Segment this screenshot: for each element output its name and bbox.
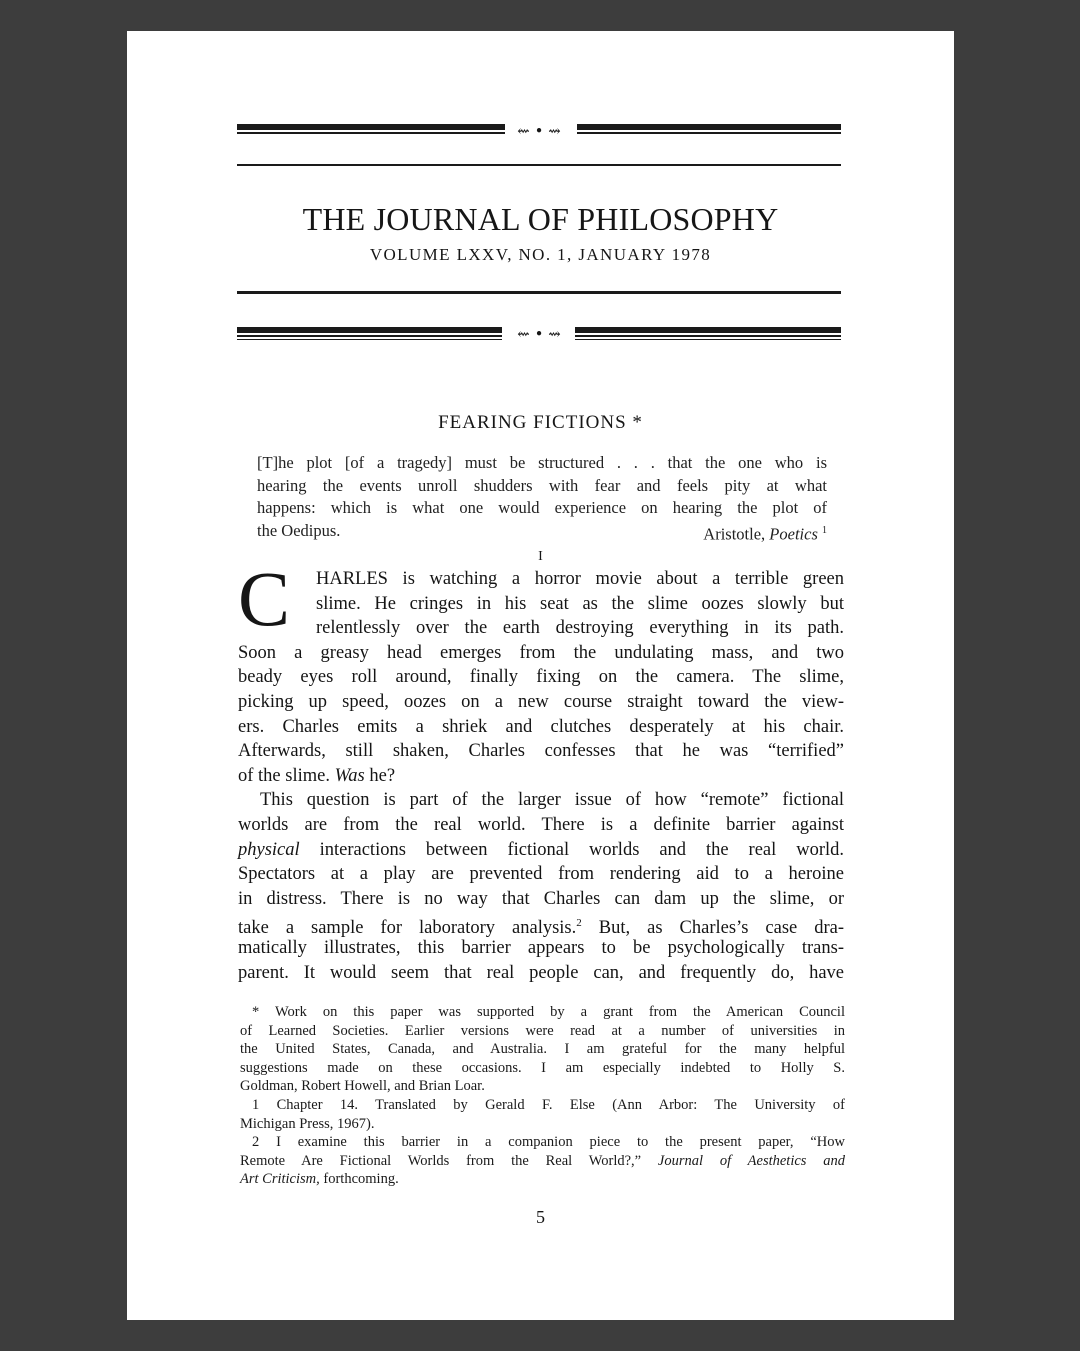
body-line: Soon a greasy head emerges from the undulating mass, and two [238,642,844,663]
body-line: relentlessly over the earth destroying everything in its path. [316,618,844,639]
body-line: Afterwards, still shaken, Charles confesses that he was “terrified” [238,741,844,762]
footnote-line [240,1152,845,1171]
epigraph-line: the Oedipus. [257,520,341,540]
body-text: of the slime. [238,765,330,786]
attribution-author: Aristotle, [703,524,766,543]
body-text: he? [369,765,396,786]
footnotes [240,1003,845,1189]
body-text: But, as Charles’s case dra- [598,918,845,939]
bottom-ornament-band [237,325,841,343]
footnote-line: suggestions made on these occasions. I am especially indebted to Holly S. [240,1059,845,1076]
body-line: in distress. There is no way that Charles can dam up the slime, or [238,888,844,909]
footnote-text: Remote Are Fictional Worlds from the Real World?,” [240,1152,642,1169]
body-italic: physical [238,839,300,860]
article-body [238,567,844,985]
body-line: matically illustrates, this barrier appears to be psychologically trans- [238,937,844,958]
body-text: take a sample for laboratory analysis. [238,918,577,939]
document-page [127,31,954,1320]
footnote-line: of Learned Societies. Earlier versions were read at a number of universities in [240,1022,845,1039]
footnote-line: 2 I examine this barrier in a companion piece to the present paper, “How [252,1134,845,1151]
arrow-ornament-icon: ⇜ • ⇝ [517,122,561,140]
epigraph-attribution [703,520,827,546]
body-line: slime. He cringes in his seat as the slime oozes slowly but [316,593,844,614]
footnote-marker: 2 [576,917,582,930]
masthead-rule-top [237,164,841,166]
body-line: Spectators at a play are prevented from rendering aid to a heroine [238,864,844,885]
footnote-line: * Work on this paper was supported by a grant from the American Council [252,1004,845,1020]
body-line [238,838,844,863]
body-text: interactions between fictional worlds and the real world. [319,839,845,860]
footnote-line: the United States, Canada, and Australia. I am grateful for the many helpful [240,1041,845,1058]
body-line [238,911,845,939]
footnote-italic: Journal of Aesthetics and [657,1152,846,1169]
footnote-line: Goldman, Robert Howell, and Brian Loar. [240,1078,485,1095]
body-line: ers. Charles emits a shriek and clutches desperately at his chair. [238,716,844,737]
volume-line: VOLUME LXXV, NO. 1, JANUARY 1978 [369,245,712,264]
footnote-line [240,1170,845,1189]
body-line: This question is part of the larger issue of how “remote” fictional [260,790,844,811]
body-line: parent. It would seem that real people can, and frequently do, have [238,962,844,983]
body-line: worlds are from the real world. There is a definite barrier against [238,814,844,835]
footnote-italic: Art Criticism, [240,1171,320,1188]
article-title: FEARING FICTIONS * [438,412,643,433]
footnote-text: forthcoming. [323,1171,399,1188]
footnote-marker: 1 [822,524,827,536]
epigraph-line-last [257,520,827,543]
arrow-ornament-icon: ⇜ • ⇝ [517,325,561,343]
body-italic: Was [334,765,365,786]
footnote-line: Michigan Press, 1967). [240,1115,375,1132]
epigraph-line: [T]he plot [of a tragedy] must be structured . . . that the one who is [257,453,827,472]
drop-cap: C [238,555,291,642]
footnote-line: 1 Chapter 14. Translated by Gerald F. Else (Ann Arbor: The University of [252,1096,845,1113]
attribution-work: Poetics [769,524,818,543]
epigraph [257,452,827,546]
body-line [238,764,844,789]
body-line: beady eyes roll around, finally fixing on the camera. The slime, [238,667,844,688]
journal-title: THE JOURNAL OF PHILOSOPHY [302,201,779,237]
body-line: picking up speed, oozes on a new course straight toward the view- [238,691,844,712]
top-ornament-band [237,122,841,140]
epigraph-line: hearing the events unroll shudders with fear and feels pity at what [257,475,827,495]
masthead-rule-bottom [237,291,841,294]
body-line: HARLES is watching a horror movie about a terrible green [316,569,844,589]
section-number: I [538,549,543,564]
epigraph-line: happens: which is what one would experience on hearing the plot of [257,498,827,517]
page-number: 5 [536,1207,545,1227]
